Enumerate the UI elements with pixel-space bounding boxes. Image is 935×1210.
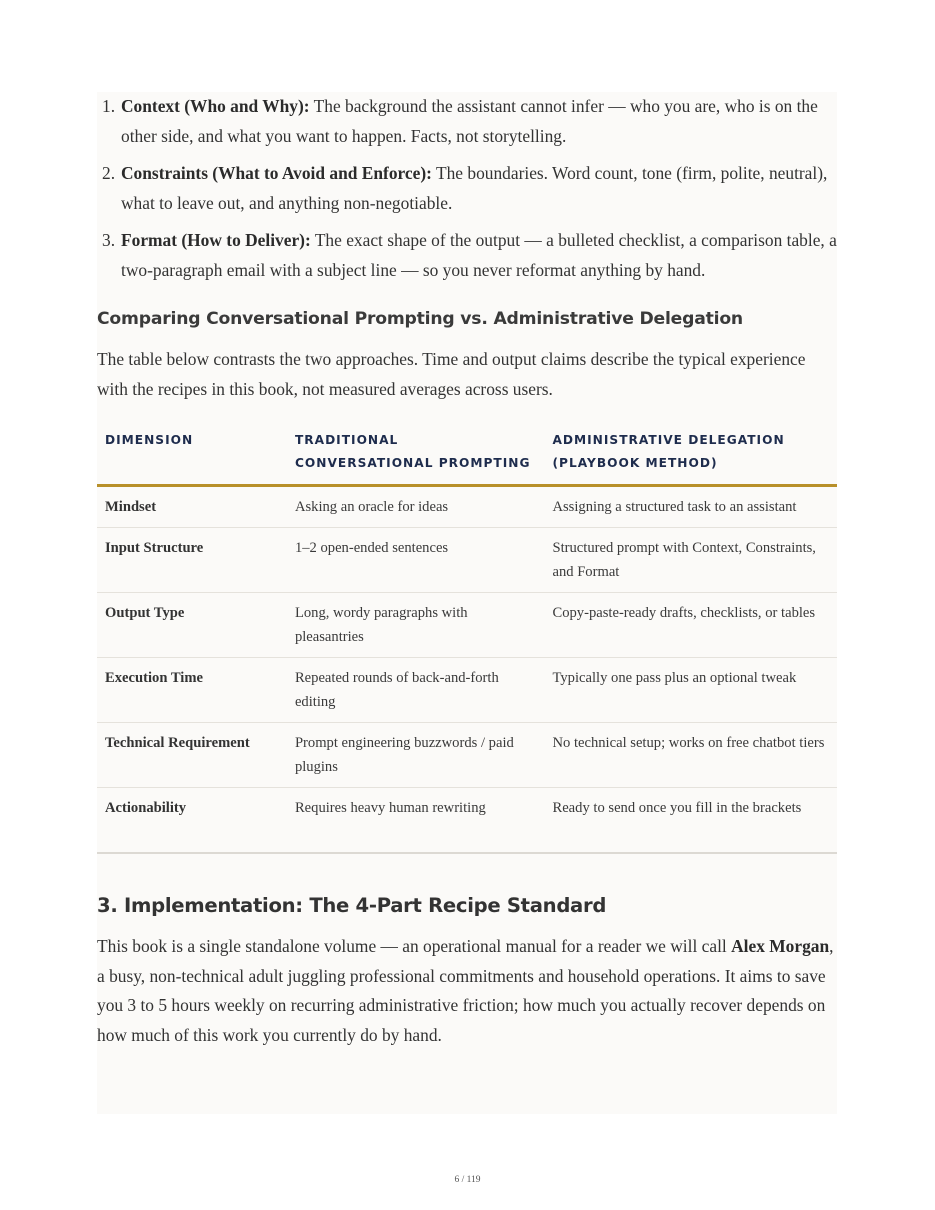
intro-paragraph: The table below contrasts the two approaches. Time and output claims describe the typical experience with the recipes in this book, not measured averages across users. <box>97 349 806 399</box>
list-number: 3. <box>102 230 116 250</box>
list-term: Constraints (What to Avoid and Enforce): <box>121 163 432 183</box>
traditional-cell: Asking an oracle for ideas <box>287 486 545 528</box>
delegation-cell: No technical setup; works on free chatbot tiers <box>544 723 837 788</box>
list-number: 2. <box>102 163 116 183</box>
column-header: TRADITIONAL CONVERSATIONAL PROMPTING <box>287 425 545 486</box>
delegation-cell: Assigning a structured task to an assistant <box>544 486 837 528</box>
table-row <box>97 658 837 723</box>
table-row <box>97 723 837 788</box>
list-text: The exact shape of the output — a bulleted checklist, a comparison table, a two-paragraph email with a subject line — so you never reformat anything by hand. <box>121 230 837 280</box>
column-header: ADMINISTRATIVE DELEGATION (PLAYBOOK METHOD) <box>544 425 837 486</box>
row-dimension: Output Type <box>97 593 287 658</box>
traditional-cell: Prompt engineering buzzwords / paid plugins <box>287 723 545 788</box>
paragraph-text: This book is a single standalone volume — an operational manual for a reader we will call <box>97 936 732 956</box>
list-item <box>97 159 842 218</box>
row-dimension: Execution Time <box>97 658 287 723</box>
delegation-cell: Structured prompt with Context, Constraints, and Format <box>544 528 837 593</box>
delegation-cell: Ready to send once you fill in the brackets <box>552 800 802 816</box>
list-text: The boundaries. Word count, tone (firm, polite, neutral), what to leave out, and anything non-negotiable. <box>121 163 828 213</box>
section-heading: Comparing Conversational Prompting vs. Administrative Delegation <box>97 309 743 329</box>
table-header-row <box>97 425 837 486</box>
list-item <box>97 92 842 151</box>
row-dimension: Technical Requirement <box>97 723 287 788</box>
row-dimension: Mindset <box>97 486 287 528</box>
implementation-paragraph <box>97 932 842 1050</box>
recipe-parts-list <box>97 92 842 293</box>
implementation-heading: 3. Implementation: The 4-Part Recipe Standard <box>97 894 607 917</box>
delegation-cell: Typically one pass plus an optional tweak <box>544 658 837 723</box>
section-divider <box>97 852 837 854</box>
paragraph-text: , a busy, non-technical adult juggling professional commitments and household operations. It aims to save you 3 to 5 hours weekly on recurring administrative friction; how much you actually recover depends on how much of this work you currently do by hand. <box>97 936 834 1045</box>
page-number: 6 / 119 <box>454 1175 481 1185</box>
list-item <box>97 226 842 285</box>
list-number: 1. <box>102 96 116 116</box>
traditional-cell: 1–2 open-ended sentences <box>287 528 545 593</box>
row-dimension: Actionability <box>105 800 187 816</box>
reader-name: Alex Morgan <box>731 936 830 956</box>
traditional-cell: Repeated rounds of back-and-forth editing <box>287 658 545 723</box>
comparison-table <box>97 425 837 828</box>
list-term: Format (How to Deliver): <box>121 230 311 250</box>
table-row <box>97 788 837 829</box>
table-row <box>97 486 837 528</box>
traditional-cell: Long, wordy paragraphs with pleasantries <box>287 593 545 658</box>
list-text: The background the assistant cannot infer — who you are, who is on the other side, and what you want to happen. Facts, not storytelling. <box>121 96 818 146</box>
row-dimension: Input Structure <box>97 528 287 593</box>
delegation-cell: Copy-paste-ready drafts, checklists, or tables <box>544 593 837 658</box>
list-term: Context (Who and Why): <box>121 96 310 116</box>
traditional-cell: Requires heavy human rewriting <box>294 800 486 816</box>
column-header: DIMENSION <box>97 425 287 486</box>
table-row <box>97 528 837 593</box>
table-row <box>97 593 837 658</box>
